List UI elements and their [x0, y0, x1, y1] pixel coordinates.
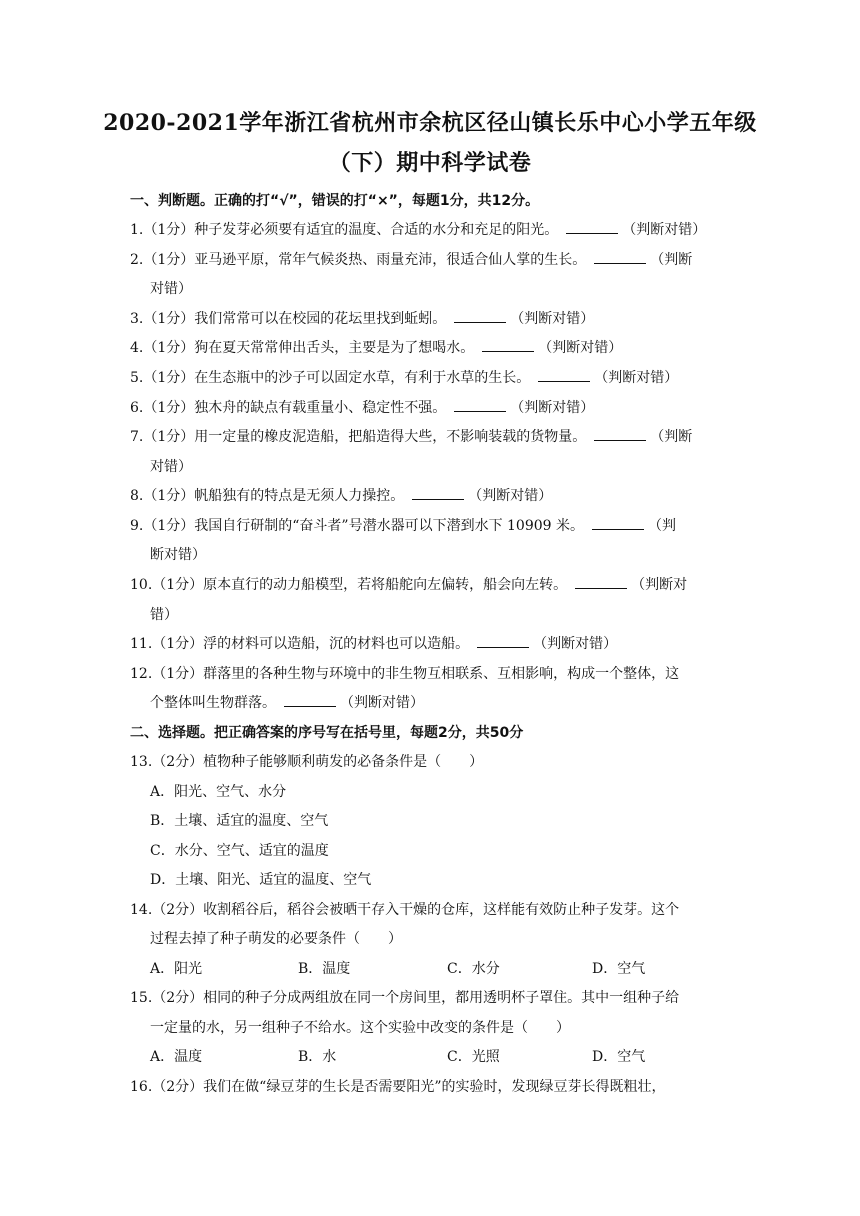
question-9: [130, 515, 676, 535]
question-text: 10.（1分）原本直行的动力船模型，若将船舵向左偏转，船会向左转。: [130, 577, 568, 593]
answer-blank[interactable]: [594, 428, 646, 441]
question-text: 8.（1分）帆船独有的特点是无须人力操控。: [130, 488, 405, 504]
question-15-continued: 一定量的水，另一组种子不给水。这个实验中改变的条件是（ ）: [150, 1020, 570, 1036]
question-8: [130, 485, 552, 505]
question-5: [130, 367, 678, 387]
answer-blank[interactable]: [592, 517, 644, 530]
question-10: [130, 574, 687, 594]
answer-blank[interactable]: [454, 310, 506, 323]
judge-suffix: （判断: [650, 252, 693, 268]
option-b[interactable]: B．温度: [298, 961, 351, 977]
question-14-continued: 过程去掉了种子萌发的必要条件（ ）: [150, 931, 402, 947]
question-2: [130, 249, 692, 269]
option-c[interactable]: C．水分: [447, 961, 500, 977]
question-12-continued: [150, 692, 424, 712]
option-d[interactable]: D．土壤、阳光、适宜的温度、空气: [150, 872, 372, 888]
question-15: 15.（2分）相同的种子分成两组放在同一个房间里，都用透明杯子罩住。其中一组种子给: [130, 990, 680, 1006]
answer-blank[interactable]: [412, 487, 464, 500]
judge-suffix: （判断对: [631, 577, 688, 593]
question-text: 1.（1分）种子发芽必须要有适宜的温度、合适的水分和充足的阳光。: [130, 222, 559, 238]
judge-suffix: （判断对错）: [538, 340, 623, 356]
question-10-continued: 错）: [150, 607, 178, 623]
question-14: 14.（2分）收割稻谷后，稻谷会被晒干存入干燥的仓库，这样能有效防止种子发芽。这个: [130, 902, 680, 918]
question-text: 个整体叫生物群落。: [150, 695, 276, 711]
option-a[interactable]: A．阳光: [150, 961, 203, 977]
question-7-continued: 对错）: [150, 459, 192, 475]
answer-blank[interactable]: [284, 694, 336, 707]
answer-blank[interactable]: [482, 339, 534, 352]
question-text: 7.（1分）用一定量的橡皮泥造船，把船造得大些，不影响装载的货物量。: [130, 429, 587, 445]
question-text: 9.（1分）我国自行研制的“奋斗者”号潜水器可以下潜到水下 10909 米。: [130, 518, 585, 534]
question-4: [130, 337, 622, 357]
question-3: [130, 308, 594, 328]
judge-suffix: （判断对错）: [510, 311, 595, 327]
question-7: [130, 426, 692, 446]
option-c[interactable]: C．光照: [447, 1049, 500, 1065]
judge-suffix: （判断对错）: [468, 488, 553, 504]
option-b[interactable]: B．土壤、适宜的温度、空气: [150, 813, 329, 829]
exam-title-line2: （下）期中科学试卷: [328, 150, 532, 176]
exam-title-line1: 2020-2021学年浙江省杭州市余杭区径山镇长乐中心小学五年级: [103, 110, 757, 136]
option-d[interactable]: D．空气: [592, 961, 646, 977]
option-a[interactable]: A．阳光、空气、水分: [150, 784, 287, 800]
option-b[interactable]: B．水: [298, 1049, 337, 1065]
question-2-continued: 对错）: [150, 281, 192, 297]
judge-suffix: （判断对错）: [622, 222, 707, 238]
question-text: 5.（1分）在生态瓶中的沙子可以固定水草，有利于水草的生长。: [130, 370, 531, 386]
judge-suffix: （判断对错）: [510, 400, 595, 416]
question-1: [130, 219, 706, 239]
question-text: 4.（1分）狗在夏天常常伸出舌头，主要是为了想喝水。: [130, 340, 475, 356]
judge-suffix: （判断对错）: [533, 636, 618, 652]
question-text: 2.（1分）亚马逊平原，常年气候炎热、雨量充沛，很适合仙人掌的生长。: [130, 252, 587, 268]
question-text: 3.（1分）我们常常可以在校园的花坛里找到蚯蚓。: [130, 311, 447, 327]
section-choice-header: 二、选择题。把正确答案的序号写在括号里，每题2分，共50分: [130, 725, 524, 741]
option-a[interactable]: A．温度: [150, 1049, 203, 1065]
judge-suffix: （判断对错）: [594, 370, 679, 386]
question-13: 13.（2分）植物种子能够顺利萌发的必备条件是（ ）: [130, 754, 484, 770]
option-c[interactable]: C．水分、空气、适宜的温度: [150, 843, 329, 859]
question-text: 11.（1分）浮的材料可以造船，沉的材料也可以造船。: [130, 636, 470, 652]
answer-blank[interactable]: [566, 221, 618, 234]
question-9-continued: 断对错）: [150, 547, 206, 563]
answer-blank[interactable]: [454, 399, 506, 412]
section-judge-header: 一、判断题。正确的打“√”，错误的打“×”，每题1分，共12分。: [130, 193, 540, 209]
question-6: [130, 397, 594, 417]
question-12: 12.（1分）群落里的各种生物与环境中的非生物互相联系、互相影响，构成一个整体，这: [130, 666, 680, 682]
option-d[interactable]: D．空气: [592, 1049, 646, 1065]
answer-blank[interactable]: [575, 576, 627, 589]
answer-blank[interactable]: [538, 369, 590, 382]
judge-suffix: （判断: [650, 429, 693, 445]
question-16: 16.（2分）我们在做“绿豆芽的生长是否需要阳光”的实验时，发现绿豆芽长得既粗壮，: [130, 1079, 666, 1095]
answer-blank[interactable]: [594, 251, 646, 264]
answer-blank[interactable]: [477, 635, 529, 648]
question-11: [130, 633, 617, 653]
judge-suffix: （判断对错）: [340, 695, 424, 711]
question-text: 6.（1分）独木舟的缺点有载重量小、稳定性不强。: [130, 400, 447, 416]
judge-suffix: （判: [648, 518, 677, 534]
